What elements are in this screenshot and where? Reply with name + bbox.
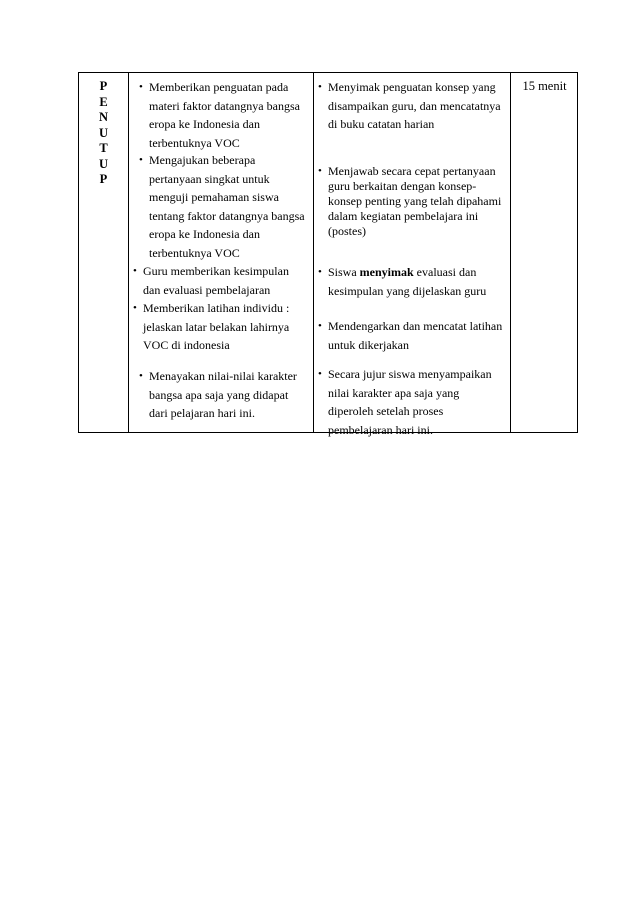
bullet: • bbox=[139, 370, 143, 382]
duration-cell bbox=[511, 73, 578, 432]
bullet: • bbox=[139, 81, 143, 93]
emphasis-text: menyimak bbox=[359, 265, 414, 279]
phase-label bbox=[79, 73, 128, 432]
list-item-text: Memberikan latihan individu : jelaskan latar belakan lahirnya VOC di indonesia bbox=[143, 301, 290, 352]
list-item bbox=[318, 78, 504, 134]
list-item-text: Menyimak penguatan konsep yang disampaikan guru, dan mencatatnya di buku catatan harian bbox=[328, 80, 501, 131]
list-item bbox=[139, 367, 309, 423]
phase-letter: U bbox=[98, 156, 109, 171]
list-item bbox=[139, 151, 309, 262]
list-item bbox=[318, 164, 506, 239]
list-item-text: Mengajukan beberapa pertanyaan singkat untuk menguji pemahaman siswa tentang faktor datangnya bangsa eropa ke Indonesia dan terbentuknya VOC bbox=[149, 153, 305, 260]
bullet: • bbox=[318, 266, 322, 278]
list-item-text: Menayakan nilai-nilai karakter bangsa apa saja yang didapat dari pelajaran hari ini. bbox=[149, 369, 297, 420]
bullet: • bbox=[318, 165, 322, 177]
phase-letter: P bbox=[99, 172, 108, 186]
phase-letter: E bbox=[99, 94, 108, 109]
phase-letter: P bbox=[99, 79, 108, 93]
list-item-text bbox=[328, 263, 504, 300]
student-activities bbox=[314, 73, 510, 437]
bullet: • bbox=[318, 81, 322, 93]
list-item bbox=[133, 262, 309, 299]
bullet: • bbox=[318, 368, 322, 380]
list-item-text: Memberikan penguatan pada materi faktor datangnya bangsa eropa ke Indonesia dan terbentuknya VOC bbox=[149, 80, 300, 150]
list-item-text: Guru memberikan kesimpulan dan evaluasi pembelajaran bbox=[143, 264, 289, 297]
list-item-text: Mendengarkan dan mencatat latihan untuk dikerjakan bbox=[328, 319, 503, 352]
list-item bbox=[318, 263, 504, 300]
bullet: • bbox=[133, 302, 137, 314]
text-segment: Siswa bbox=[328, 265, 360, 279]
lesson-table bbox=[78, 72, 578, 437]
text-segment: evaluasi dan kesimpulan yang dijelaskan guru bbox=[328, 265, 487, 298]
bullet: • bbox=[318, 320, 322, 332]
duration-text: 15 menit bbox=[522, 79, 567, 93]
list-item bbox=[318, 365, 504, 439]
list-item-text: Menjawab secara cepat pertanyaan guru berkaitan dengan konsep-konsep penting yang telah dipahami dalam kegiatan pembelajara ini (postes) bbox=[328, 164, 502, 238]
list-item bbox=[139, 78, 309, 152]
phase-letter: U bbox=[98, 125, 109, 140]
list-item bbox=[133, 299, 309, 355]
list-item bbox=[318, 317, 504, 354]
teacher-activities bbox=[129, 73, 313, 432]
phase-letter: T bbox=[99, 141, 108, 155]
list-item-text: Secara jujur siswa menyampaikan nilai karakter apa saja yang diperoleh setelah proses pembelajaran hari ini. bbox=[328, 367, 492, 437]
bullet: • bbox=[139, 154, 143, 166]
bullet: • bbox=[133, 265, 137, 277]
phase-letter: N bbox=[98, 110, 109, 124]
